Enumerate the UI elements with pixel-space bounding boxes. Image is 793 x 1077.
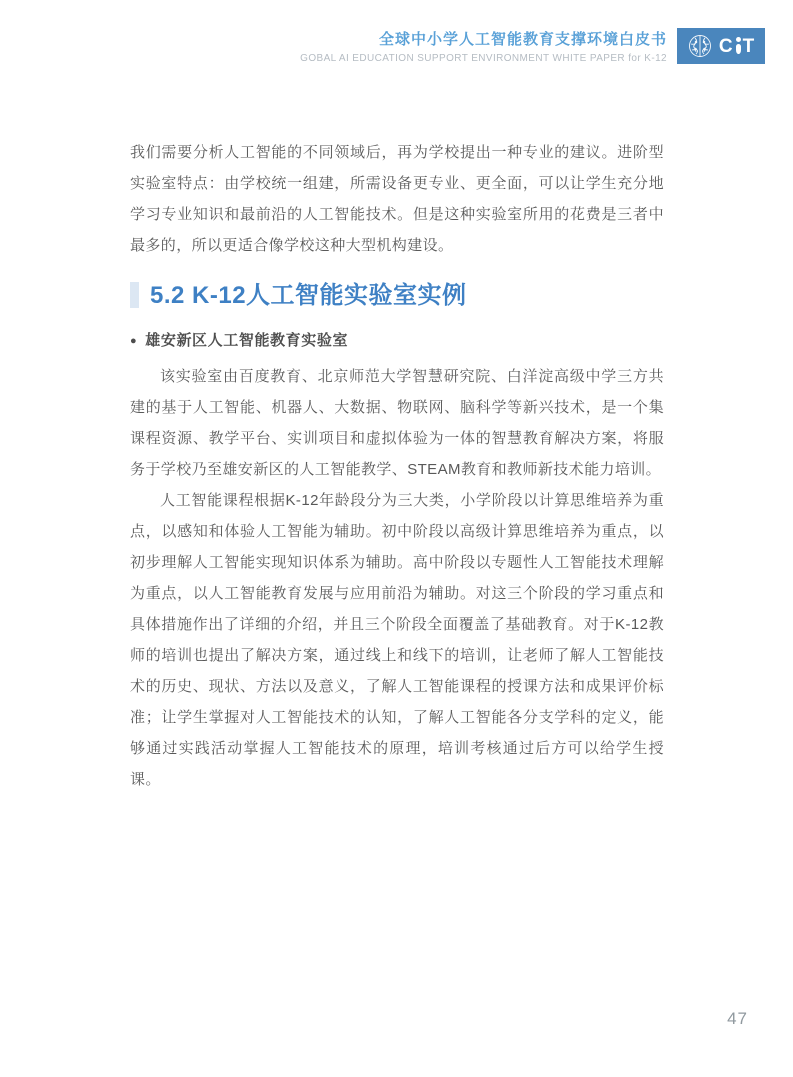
page-number: 47 (727, 1009, 748, 1028)
document-body (130, 137, 664, 795)
brain-icon (687, 33, 713, 59)
header-title-chinese: 全球中小学人工智能教育支撑环境白皮书 (378, 31, 667, 48)
logo-letter-c: C (718, 35, 734, 57)
header-title-english: GOBAL AI EDUCATION SUPPORT ENVIRONMENT WHITE PAPER for K-12 (300, 53, 667, 64)
heading-accent-bar (130, 282, 139, 308)
page-header (300, 28, 765, 66)
paragraph-lab-description: 该实验室由百度教育、北京师范大学智慧研究院、白洋淀高级中学三方共建的基于人工智能、机器人、大数据、物联网、脑科学等新兴技术，是一个集课程资源、教学平台、实训项目和虚拟体验为一体的智慧教育解决方案，将服务于学校乃至雄安新区的人工智能教学、STEAM教育和教师新技术能力培训。 (130, 368, 664, 478)
paragraph-curriculum-training: 人工智能课程根据K-12年龄段分为三大类，小学阶段以计算思维培养为重点，以感知和体验人工智能为辅助。初中阶段以高级计算思维培养为重点，以初步理解人工智能实现知识体系为辅助。高中阶段以专题性人工智能技术理解为重点，以人工智能教育发展与应用前沿为辅助。对这三个阶段的学习重点和具体措施作出了详细的介绍，并且三个阶段全面覆盖了基础教育。对于K-12教师的培训也提出了解决方案，通过线上和线下的培训，让老师了解人工智能技术的历史、现状、方法以及意义，了解人工智能课程的授课方法和成果评价标准；让学生掌握对人工智能技术的认知，了解人工智能各分支学科的定义，能够通过实践活动掌握人工智能技术的原理，培训考核通过后方可以给学生授课。 (130, 492, 664, 788)
logo-i-icon (736, 37, 741, 55)
paragraph-lab-advanced: 我们需要分析人工智能的不同领域后，再为学校提出一种专业的建议。进阶型实验室特点：由学校统一组建，所需设备更专业、更全面，可以让学生充分地学习专业知识和最前沿的人工智能技术。但是这种实验室所用的花费是三者中最多的，所以更适合像学校这种大型机构建设。 (130, 144, 664, 254)
header-titles (300, 28, 667, 66)
subsection-heading-xiongan (130, 329, 664, 353)
section-heading-text: 5.2 K-12人工智能实验室实例 (150, 282, 467, 309)
subsection-heading-text: 雄安新区人工智能教育实验室 (145, 332, 349, 349)
bullet-dot-icon: ● (130, 335, 138, 347)
section-heading-5-2 (130, 277, 664, 313)
logo-wordmark (719, 37, 755, 56)
cit-logo (677, 28, 765, 64)
logo-letter-t: T (742, 35, 756, 57)
